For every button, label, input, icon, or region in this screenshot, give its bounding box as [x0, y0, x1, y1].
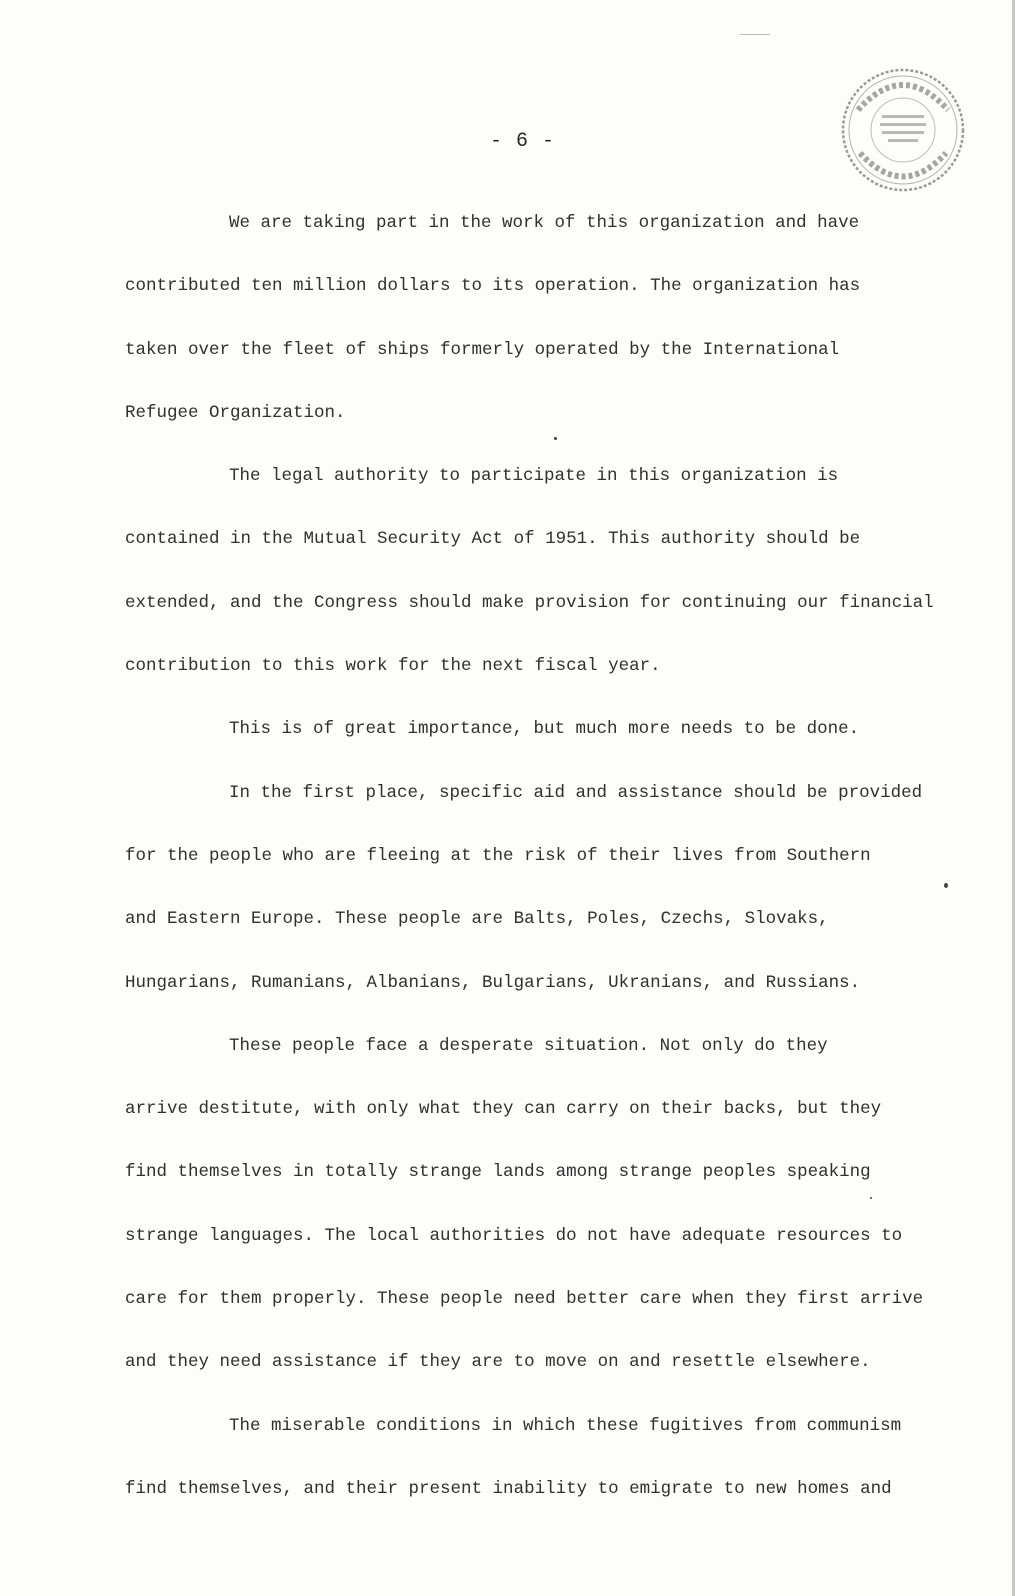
text-line: taken over the fleet of ships formerly operated by the International	[125, 339, 840, 360]
paper-speck	[870, 1197, 872, 1199]
text-line: strange languages. The local authorities do not have adequate resources to	[125, 1225, 903, 1246]
text-line: contained in the Mutual Security Act of 1951. This authority should be	[125, 529, 861, 550]
text-line: contribution to this work for the next fiscal year.	[125, 656, 661, 677]
text-line: The miserable conditions in which these fugitives from communism	[229, 1415, 902, 1436]
text-line: We are taking part in the work of this organization and have	[229, 213, 860, 233]
text-line: arrive destitute, with only what they can carry on their backs, but they	[125, 1099, 882, 1120]
text-line: The legal authority to participate in this organization is	[229, 466, 839, 487]
text-line: extended, and the Congress should make provision for continuing our financial	[125, 592, 934, 613]
paper-speck	[740, 34, 770, 35]
text-line: Refugee Organization.	[125, 402, 346, 423]
document-body	[125, 192, 955, 1521]
paper-speck	[554, 437, 557, 440]
text-line: care for them properly. These people need better care when they first arrive	[125, 1289, 924, 1310]
text-line: for the people who are fleeing at the risk of their lives from Southern	[125, 845, 871, 866]
text-line: In the first place, specific aid and assistance should be provided	[229, 782, 923, 803]
text-line: find themselves in totally strange lands among strange peoples speaking	[125, 1162, 871, 1183]
text-line: and they need assistance if they are to move on and resettle elsewhere.	[125, 1352, 871, 1373]
text-line: find themselves, and their present inability to emigrate to new homes and	[125, 1478, 892, 1499]
text-line: Hungarians, Rumanians, Albanians, Bulgarians, Ukranians, and Russians.	[125, 972, 861, 993]
text-line: contributed ten million dollars to its operation. The organization has	[125, 276, 861, 297]
text-line: and Eastern Europe. These people are Balts, Poles, Czechs, Slovaks,	[125, 909, 829, 930]
text-line: This is of great importance, but much more needs to be done.	[229, 719, 860, 740]
paper-speck	[944, 883, 948, 888]
text-line: These people face a desperate situation. Not only do they	[229, 1035, 828, 1056]
page-number: - 6 -	[489, 130, 555, 153]
